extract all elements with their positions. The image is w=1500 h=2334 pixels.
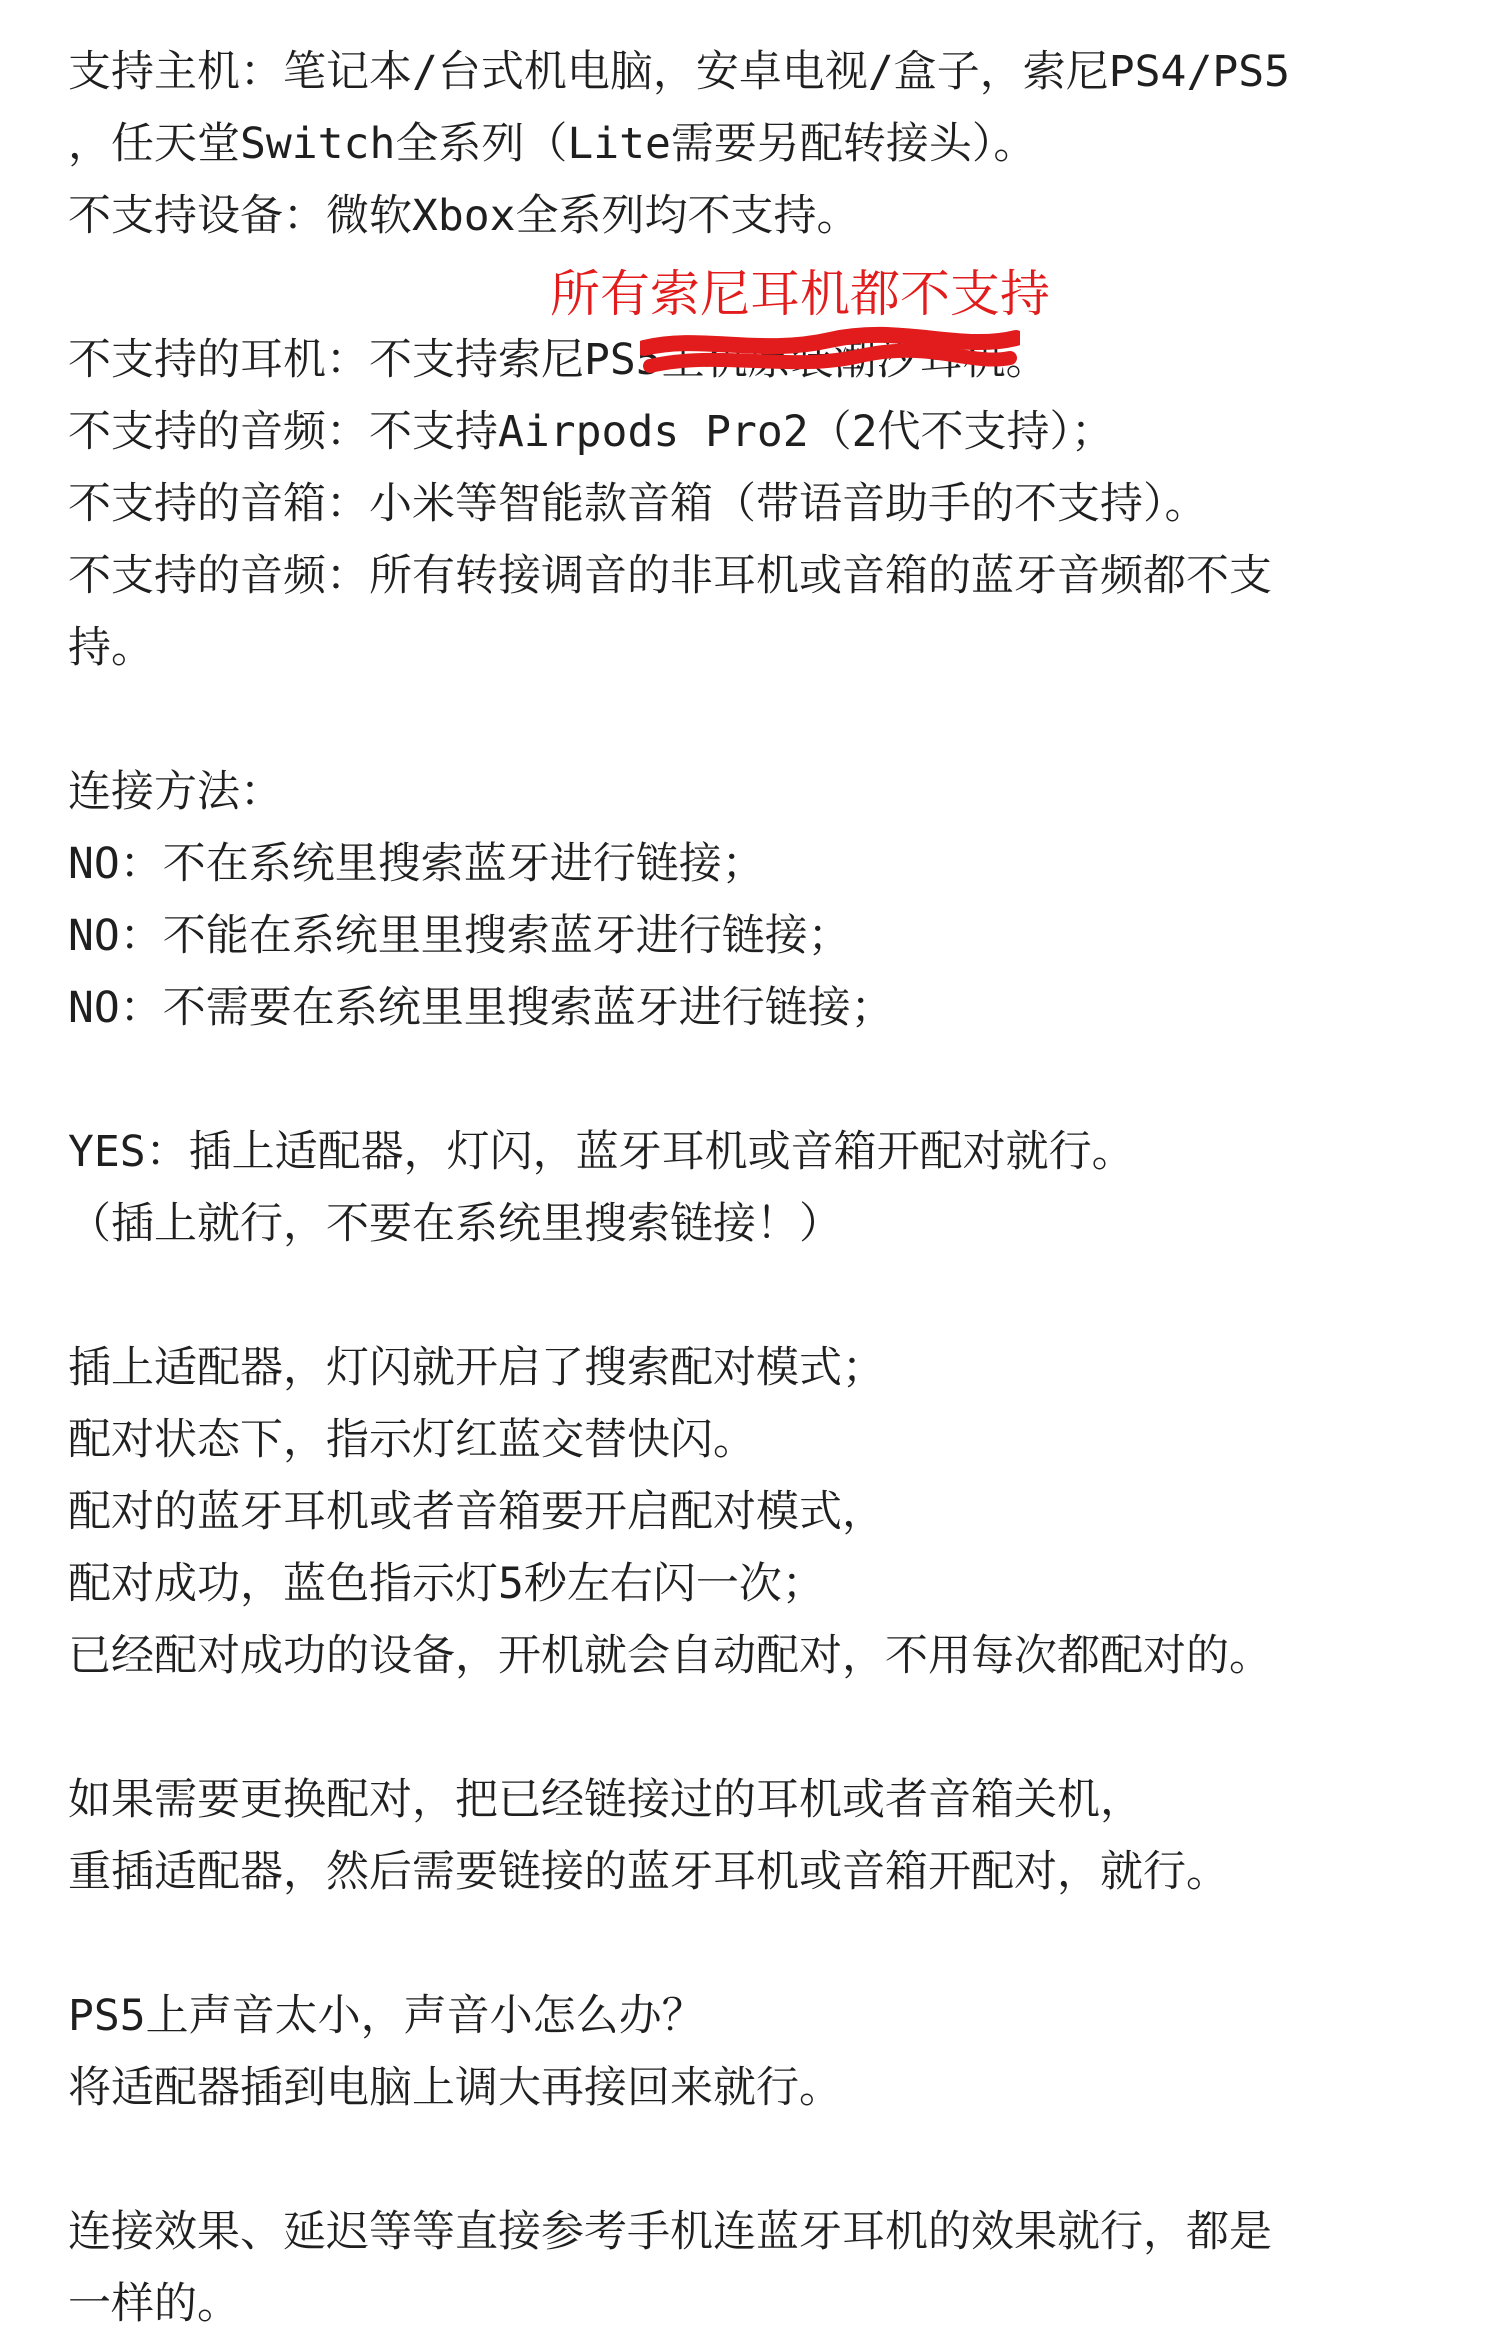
doc-line-unsupported-speakers: 不支持的音箱：小米等智能款音箱（带语音助手的不支持）。 xyxy=(68,479,1208,529)
doc-line-ps5-volume: PS5上声音太小，声音小怎么办？ xyxy=(68,1991,705,2041)
doc-line-auto-pair: 已经配对成功的设备，开机就会自动配对，不用每次都配对的。 xyxy=(68,1631,1272,1681)
doc-line-latency-cont: 一样的。 xyxy=(68,2279,240,2329)
doc-line-unsupported-audio: 不支持的音频：所有转接调音的非耳机或音箱的蓝牙音频都不支 xyxy=(68,551,1272,601)
doc-line-replug: 重插适配器，然后需要链接的蓝牙耳机或音箱开配对，就行。 xyxy=(68,1847,1229,1897)
doc-line-pairing-device: 配对的蓝牙耳机或者音箱要开启配对模式， xyxy=(68,1487,885,1537)
doc-line-no-1: NO：不在系统里搜索蓝牙进行链接； xyxy=(68,839,765,889)
doc-line-pairing-success: 配对成功，蓝色指示灯5秒左右闪一次； xyxy=(68,1559,825,1609)
red-annotation-note: 所有索尼耳机都不支持 xyxy=(550,265,1050,323)
red-scribble-mark xyxy=(640,326,1020,386)
doc-line-unsupported-headphones: 不支持的耳机：不支持索尼PS5主机原装潮汐耳机。 xyxy=(68,335,1049,385)
doc-line-pairing-mode: 插上适配器，灯闪就开启了搜索配对模式； xyxy=(68,1343,885,1393)
doc-line-supported-hosts: 支持主机：笔记本/台式机电脑，安卓电视/盒子，索尼PS4/PS5 xyxy=(68,47,1290,97)
doc-line-change-pairing: 如果需要更换配对，把已经链接过的耳机或者音箱关机， xyxy=(68,1775,1143,1825)
doc-line-connection-method: 连接方法： xyxy=(68,767,283,817)
doc-line-ps5-volume-answer: 将适配器插到电脑上调大再接回来就行。 xyxy=(68,2063,842,2113)
doc-line-switch-support: ，任天堂Switch全系列（Lite需要另配转接头）。 xyxy=(68,119,1037,169)
doc-line-unsupported-airpods: 不支持的音频：不支持Airpods Pro2（2代不支持）； xyxy=(68,407,1115,457)
doc-line-yes: YES：插上适配器，灯闪，蓝牙耳机或音箱开配对就行。 xyxy=(68,1127,1135,1177)
doc-line-unsupported-devices: 不支持设备：微软Xbox全系列均不支持。 xyxy=(68,191,860,241)
doc-line-yes-note: （插上就行，不要在系统里搜索链接！） xyxy=(68,1199,842,1249)
doc-line-no-2: NO：不能在系统里里搜索蓝牙进行链接； xyxy=(68,911,851,961)
doc-line-no-3: NO：不需要在系统里里搜索蓝牙进行链接； xyxy=(68,983,894,1033)
doc-line-latency: 连接效果、延迟等等直接参考手机连蓝牙耳机的效果就行，都是 xyxy=(68,2207,1272,2257)
doc-line-pairing-indicator: 配对状态下，指示灯红蓝交替快闪。 xyxy=(68,1415,756,1465)
doc-line-unsupported-audio-cont: 持。 xyxy=(68,623,154,673)
